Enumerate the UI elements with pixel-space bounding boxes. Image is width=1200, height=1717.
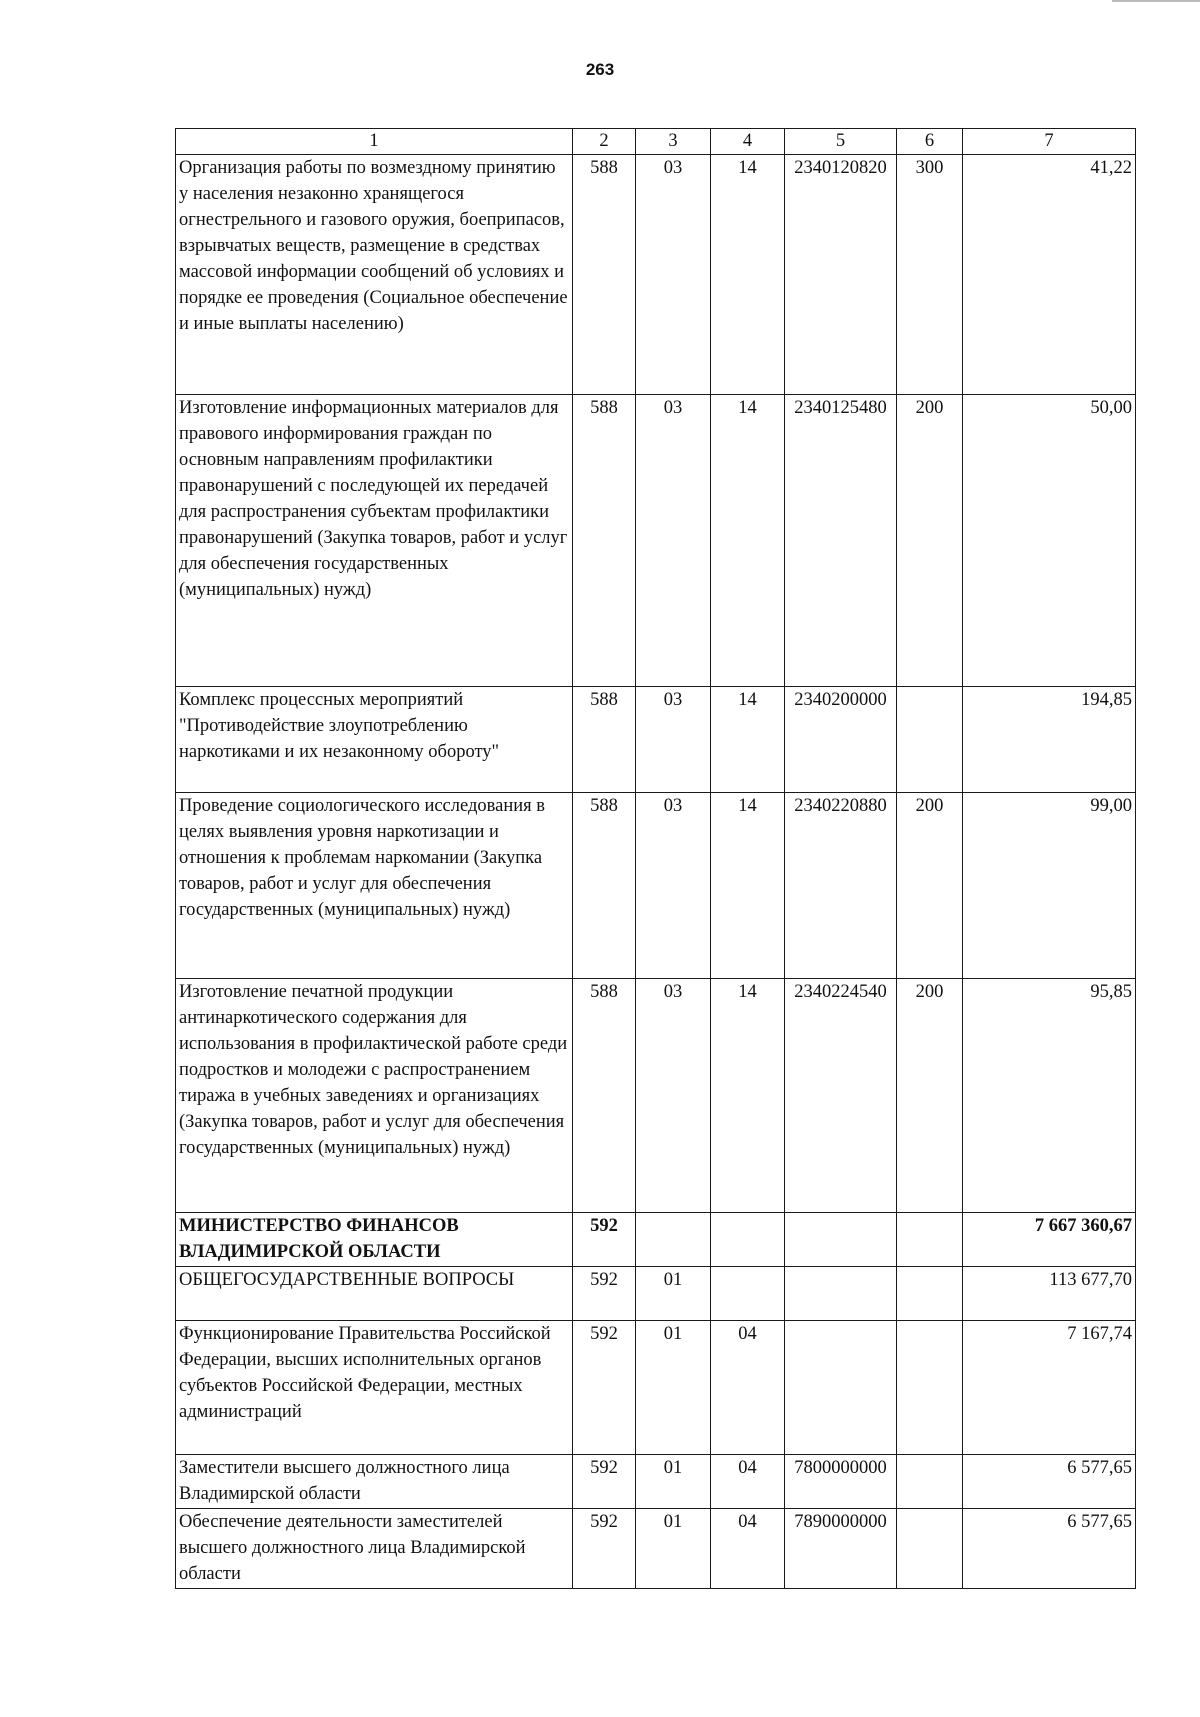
row-ministry: 592	[573, 1509, 636, 1589]
row-expense-type	[897, 1509, 963, 1589]
row-ministry: 588	[573, 979, 636, 1213]
row-target: 2340120820	[785, 155, 897, 395]
row-amount: 113 677,70	[963, 1267, 1136, 1321]
row-expense-type: 200	[897, 979, 963, 1213]
row-amount: 194,85	[963, 687, 1136, 793]
row-subsection: 14	[711, 395, 785, 687]
row-ministry: 588	[573, 793, 636, 979]
header-col-2: 2	[573, 129, 636, 155]
row-subsection: 14	[711, 155, 785, 395]
table-row	[176, 979, 1136, 1213]
row-name: Заместители высшего должностного лица Владимирской области	[176, 1455, 573, 1509]
row-expense-type: 200	[897, 793, 963, 979]
budget-table	[175, 128, 1136, 1589]
row-target: 2340224540	[785, 979, 897, 1213]
table-row-ministry	[176, 1213, 1136, 1267]
row-name: Изготовление печатной продукции антинаркотического содержания для использования в профилактической работе среди подростков и молодежи с распространением тиража в учебных заведениях и организациях (Закупка товаров, работ и услуг для обеспечения государственных (муниципальных) нужд)	[176, 979, 573, 1213]
row-section: 03	[636, 395, 711, 687]
page-number: 263	[585, 60, 615, 79]
row-amount: 41,22	[963, 155, 1136, 395]
row-name: Проведение социологического исследования в целях выявления уровня наркотизации и отношения к проблемам наркомании (Закупка товаров, работ и услуг для обеспечения государственных (муниципальных) нужд)	[176, 793, 573, 979]
row-ministry: 588	[573, 395, 636, 687]
table-row	[176, 793, 1136, 979]
row-section: 01	[636, 1455, 711, 1509]
row-target	[785, 1267, 897, 1321]
header-col-7: 7	[963, 129, 1136, 155]
header-col-1: 1	[176, 129, 573, 155]
row-expense-type	[897, 687, 963, 793]
row-amount: 50,00	[963, 395, 1136, 687]
row-name: ОБЩЕГОСУДАРСТВЕННЫЕ ВОПРОСЫ	[176, 1267, 573, 1321]
row-amount: 6 577,65	[963, 1455, 1136, 1509]
row-amount: 95,85	[963, 979, 1136, 1213]
row-target	[785, 1321, 897, 1455]
row-target: 2340125480	[785, 395, 897, 687]
scan-edge-line	[1112, 0, 1200, 2]
row-subsection	[711, 1213, 785, 1267]
row-section: 03	[636, 687, 711, 793]
row-section: 01	[636, 1321, 711, 1455]
row-subsection: 14	[711, 979, 785, 1213]
row-name: Комплекс процессных мероприятий "Противодействие злоупотреблению наркотиками и их незаконному обороту"	[176, 687, 573, 793]
row-ministry: 592	[573, 1213, 636, 1267]
row-subsection: 14	[711, 793, 785, 979]
row-ministry: 592	[573, 1267, 636, 1321]
row-subsection: 04	[711, 1455, 785, 1509]
row-target	[785, 1213, 897, 1267]
row-amount: 7 167,74	[963, 1321, 1136, 1455]
row-target: 7800000000	[785, 1455, 897, 1509]
row-target: 2340220880	[785, 793, 897, 979]
row-name: Функционирование Правительства Российской Федерации, высших исполнительных органов субъектов Российской Федерации, местных администраций	[176, 1321, 573, 1455]
table-row	[176, 395, 1136, 687]
row-target: 2340200000	[785, 687, 897, 793]
table-row	[176, 687, 1136, 793]
row-name: Организация работы по возмездному принятию у населения незаконно хранящегося огнестрельного и газового оружия, боеприпасов, взрывчатых веществ, размещение в средствах массовой информации сообщений об условиях и порядке ее проведения (Социальное обеспечение и иные выплаты населению)	[176, 155, 573, 395]
row-section: 01	[636, 1509, 711, 1589]
row-ministry: 588	[573, 687, 636, 793]
row-subsection: 14	[711, 687, 785, 793]
row-subsection: 04	[711, 1321, 785, 1455]
row-subsection	[711, 1267, 785, 1321]
table-row	[176, 1321, 1136, 1455]
row-subsection: 04	[711, 1509, 785, 1589]
header-col-3: 3	[636, 129, 711, 155]
header-row	[176, 129, 1136, 155]
row-section: 03	[636, 793, 711, 979]
header-col-6: 6	[897, 129, 963, 155]
row-section: 01	[636, 1267, 711, 1321]
row-section	[636, 1213, 711, 1267]
row-expense-type	[897, 1213, 963, 1267]
row-ministry: 592	[573, 1455, 636, 1509]
header-col-4: 4	[711, 129, 785, 155]
row-section: 03	[636, 979, 711, 1213]
row-ministry: 592	[573, 1321, 636, 1455]
row-expense-type: 300	[897, 155, 963, 395]
row-target: 7890000000	[785, 1509, 897, 1589]
table-row	[176, 155, 1136, 395]
table-row	[176, 1455, 1136, 1509]
row-expense-type: 200	[897, 395, 963, 687]
row-name: Изготовление информационных материалов для правового информирования граждан по основным направлениям профилактики правонарушений с последующей их передачей для распространения субъектам профилактики правонарушений (Закупка товаров, работ и услуг для обеспечения государственных (муниципальных) нужд)	[176, 395, 573, 687]
table-row	[176, 1267, 1136, 1321]
row-expense-type	[897, 1321, 963, 1455]
row-name: Обеспечение деятельности заместителей высшего должностного лица Владимирской области	[176, 1509, 573, 1589]
row-amount: 7 667 360,67	[963, 1213, 1136, 1267]
row-name: МИНИСТЕРСТВО ФИНАНСОВ ВЛАДИМИРСКОЙ ОБЛАСТИ	[176, 1213, 573, 1267]
header-col-5: 5	[785, 129, 897, 155]
row-amount: 6 577,65	[963, 1509, 1136, 1589]
table-row	[176, 1509, 1136, 1589]
row-expense-type	[897, 1455, 963, 1509]
row-amount: 99,00	[963, 793, 1136, 979]
row-expense-type	[897, 1267, 963, 1321]
row-section: 03	[636, 155, 711, 395]
row-ministry: 588	[573, 155, 636, 395]
